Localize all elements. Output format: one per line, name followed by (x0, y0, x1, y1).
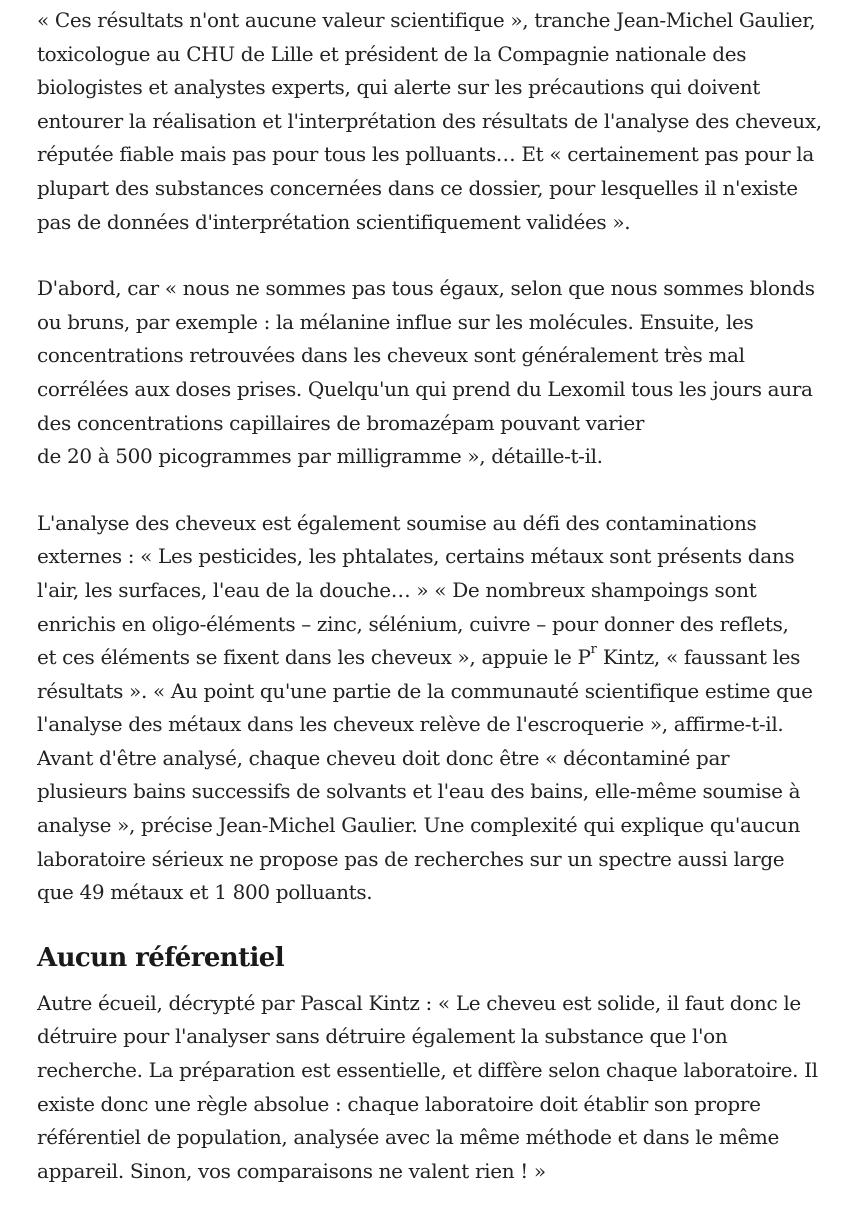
text-line: D'abord, car « nous ne sommes pas tous égaux, selon que nous sommes blonds (37, 276, 815, 301)
text-line: externes : « Les pesticides, les phtalates, certains métaux sont présents dans (37, 544, 795, 569)
paragraph-contamination (37, 507, 837, 910)
text-line: l'analyse des métaux dans les cheveux relève de l'escroquerie », affirme-t-il. (37, 712, 784, 737)
text-line: analyse », précise Jean-Michel Gaulier. Une complexité qui explique qu'aucun (37, 813, 800, 838)
text-line: plusieurs bains successifs de solvants et l'eau des bains, elle-même soumise à (37, 779, 801, 804)
text-line: détruire pour l'analyser sans détruire également la substance que l'on (37, 1024, 728, 1049)
text-line: Autre écueil, décrypté par Pascal Kintz : « Le cheveu est solide, il faut donc le (37, 990, 801, 1015)
text-line: enrichis en oligo-éléments – zinc, sélénium, cuivre – pour donner des reflets, (37, 611, 789, 636)
text-fragment: Kintz, « faussant les (596, 645, 801, 670)
text-line: des concentrations capillaires de bromazépam pouvant varier (37, 410, 645, 435)
text-line: L'analyse des cheveux est également soumise au défi des contaminations (37, 510, 757, 535)
text-line: biologistes et analystes experts, qui alerte sur les précautions qui doivent (37, 75, 760, 100)
text-line: Avant d'être analysé, chaque cheveu doit donc être « décontaminé par (37, 745, 730, 770)
text-line: plupart des substances concernées dans ce dossier, pour lesquelles il n'existe (37, 175, 798, 200)
text-line: toxicologue au CHU de Lille et président de la Compagnie nationale des (37, 41, 747, 66)
text-line: concentrations retrouvées dans les cheveux sont généralement très mal (37, 343, 745, 368)
text-fragment: et ces éléments se fixent dans les cheveux », appuie le P (37, 645, 591, 670)
text-line: résultats ». « Au point qu'une partie de la communauté scientifique estime que (37, 678, 813, 703)
article-body (37, 4, 837, 1221)
superscript: r (590, 642, 597, 658)
text-line: référentiel de population, analysée avec la même méthode et dans le même (37, 1125, 780, 1150)
text-line: « Ces résultats n'ont aucune valeur scientifique », tranche Jean-Michel Gaulier, (37, 8, 816, 32)
section-heading: Aucun référentiel (37, 942, 284, 973)
paragraph-intro (37, 4, 837, 239)
text-line: de 20 à 500 picogrammes par milligramme », détaille-t-il. (37, 444, 603, 469)
text-line: ou bruns, par exemple : la mélanine influe sur les molécules. Ensuite, les (37, 309, 754, 334)
paragraph-melanin (37, 272, 837, 474)
paragraph-referential (37, 987, 837, 1189)
text-line: corrélées aux doses prises. Quelqu'un qui prend du Lexomil tous les jours aura (37, 376, 813, 401)
text-line: que 49 métaux et 1 800 polluants. (37, 880, 373, 905)
text-line: existe donc une règle absolue : chaque laboratoire doit établir son propre (37, 1091, 761, 1116)
text-line: entourer la réalisation et l'interprétation des résultats de l'analyse des cheveux, (37, 108, 822, 133)
text-line: recherche. La préparation est essentielle, et diffère selon chaque laboratoire. Il (37, 1058, 818, 1083)
text-line: laboratoire sérieux ne propose pas de recherches sur un spectre aussi large (37, 846, 785, 871)
text-line-with-superscript (37, 641, 837, 675)
text-line: pas de données d'interprétation scientifiquement validées ». (37, 209, 631, 234)
text-line: réputée fiable mais pas pour tous les polluants… Et « certainement pas pour la (37, 142, 814, 167)
text-line: appareil. Sinon, vos comparaisons ne valent rien ! » (37, 1158, 546, 1183)
text-line: l'air, les surfaces, l'eau de la douche… » « De nombreux shampoings sont (37, 577, 757, 602)
